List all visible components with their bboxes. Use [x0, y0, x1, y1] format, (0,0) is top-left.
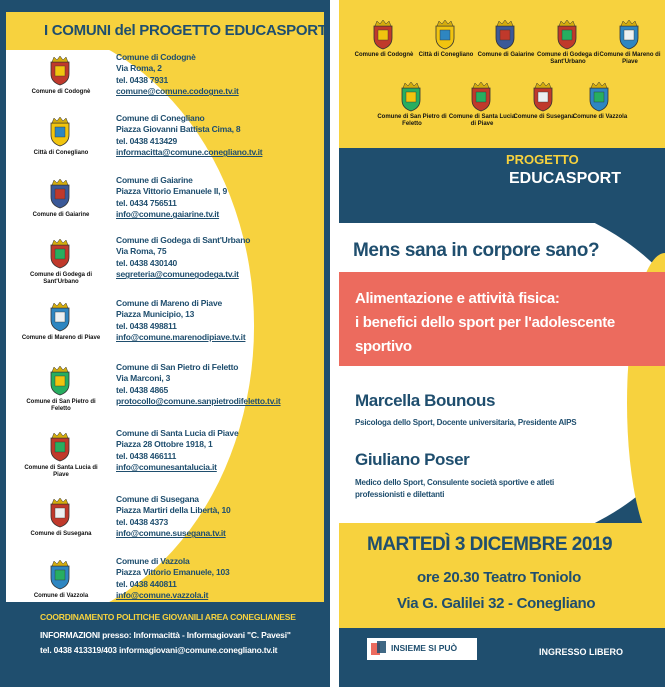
municipal-crest-icon: [48, 498, 72, 528]
header-crest: [447, 82, 517, 137]
crest-caption: Comune di Godega di Sant'Urbano: [536, 52, 599, 65]
municipality-entry: [18, 362, 318, 422]
header-crest: [595, 20, 665, 75]
speaker1-name: Marcella Bounous: [355, 391, 496, 410]
event-date: MARTEDÌ 3 DICEMBRE 2019: [367, 534, 613, 555]
municipal-crest-icon: [469, 82, 493, 112]
subheadline: [355, 287, 615, 359]
contact-line: Comune di Conegliano: [116, 113, 205, 123]
header-crest: [565, 82, 635, 137]
municipal-crest-icon: [493, 20, 517, 50]
speaker2-role-line-1: Medico dello Sport, Consulente società sportive e atleti: [355, 478, 555, 487]
municipal-crest-icon: [555, 20, 579, 50]
contact-line: Piazza Vittorio Emanuele II, 9: [116, 186, 227, 197]
contact-line: Comune di Susegana: [116, 494, 199, 504]
crest-caption: Comune di Vazzola: [33, 593, 89, 599]
municipality-entry: [18, 235, 318, 295]
header-crest: [377, 82, 447, 137]
contact-line: Comune di San Pietro di Feletto: [116, 362, 239, 372]
municipal-crest-icon: [48, 560, 72, 590]
municipality-contact: [116, 175, 316, 221]
contact-line: tel. 0434 756511: [116, 197, 177, 208]
municipality-entry: [18, 113, 318, 173]
crest-caption: Comune di Susegana: [30, 531, 92, 537]
crest-caption: Comune di Godega di Sant'Urbano: [29, 272, 92, 285]
crest-caption: Città di Conegliano: [418, 52, 474, 58]
crest-caption: Comune di San Pietro di Feletto: [377, 114, 447, 127]
municipality-entry: [18, 556, 318, 616]
crest-caption: Comune di Vazzola: [572, 114, 628, 120]
contact-line: tel. 0438 4865: [116, 384, 169, 395]
municipal-crest-icon: [48, 366, 72, 396]
header-crest: [533, 20, 603, 75]
municipality-contact: [116, 298, 316, 344]
logo-text: INSIEME SI PUÒ: [391, 643, 458, 653]
contact-email-link[interactable]: info@comune.susegana.tv.it: [116, 528, 226, 539]
contact-line: tel. 0438 466111: [116, 450, 177, 461]
contact-line: Via Marconi, 3: [116, 373, 171, 384]
crest-caption: Comune di Mareno di Piave: [599, 52, 661, 65]
speaker2-name: Giuliano Poser: [355, 450, 470, 469]
contact-email-link[interactable]: protocollo@comune.sanpietrodifeletto.tv.it: [116, 396, 281, 407]
crest-caption: Comune di Santa Lucia di Piave: [448, 114, 516, 127]
header-crest: [471, 20, 541, 75]
right-flyer-panel: [339, 0, 665, 687]
contact-email-link[interactable]: info@comune.marenodipiave.tv.it: [116, 332, 246, 343]
entry-info: INGRESSO LIBERO: [539, 647, 624, 657]
contact-line: Piazza 28 Ottobre 1918, 1: [116, 439, 213, 450]
municipality-contact: [116, 113, 316, 159]
municipal-crest-icon: [587, 82, 611, 112]
project-name: EDUCASPORT: [509, 170, 622, 187]
contact-line: Piazza Giovanni Battista Cima, 8: [116, 124, 241, 135]
left-flyer-panel: [0, 0, 330, 687]
contact-line: Piazza Martiri della Libertà, 10: [116, 505, 231, 516]
speaker1-role: Psicologa dello Sport, Docente universitaria, Presidente AIPS: [355, 418, 577, 427]
municipality-entry: [18, 175, 318, 235]
contact-line: tel. 0438 413429: [116, 135, 178, 146]
crest-caption: Comune di San Pietro di Feletto: [26, 399, 96, 412]
contact-line: Piazza Municipio, 13: [116, 309, 195, 320]
logo-mark-icon: [370, 640, 388, 658]
contact-email-link[interactable]: info@comunesantalucia.it: [116, 462, 217, 473]
contact-line: Comune di Godega di Sant'Urbano: [116, 235, 251, 245]
municipality-entry: [18, 494, 318, 554]
municipal-crest-icon: [371, 20, 395, 50]
crest-caption: Comune di Codognè: [31, 89, 91, 95]
municipality-contact: [116, 52, 316, 98]
contact-line: tel. 0438 430140: [116, 257, 178, 268]
crest-caption: Comune di Mareno di Piave: [21, 335, 101, 341]
contact-line: tel. 0438 498811: [116, 320, 177, 331]
municipality-contact: [116, 556, 316, 602]
crest-caption: Comune di Gaiarine: [477, 52, 535, 58]
municipal-crest-icon: [48, 179, 72, 209]
contact-line: Comune di Gaiarine: [116, 175, 193, 185]
municipality-entry: [18, 428, 318, 488]
subheadline-line-3: sportivo: [355, 338, 412, 355]
left-title: I COMUNI del PROGETTO EDUCASPORT: [44, 22, 327, 39]
municipal-crest-icon: [48, 432, 72, 462]
contact-line: tel. 0438 4373: [116, 516, 169, 527]
municipality-contact: [116, 494, 316, 540]
footer-info: INFORMAZIONI presso: Informacittà - Informagiovani "C. Pavesi": [40, 630, 291, 640]
crest-caption: Comune di Codognè: [354, 52, 414, 58]
insieme-si-puo-logo: [367, 638, 477, 660]
municipal-crest-icon: [433, 20, 457, 50]
speaker2-role-line-2: professionisti e dilettanti: [355, 490, 445, 499]
contact-line: Piazza Vittorio Emanuele, 103: [116, 567, 230, 578]
subheadline-line-1: Alimentazione e attività fisica:: [355, 290, 560, 307]
contact-email-link[interactable]: comune@comune.codogne.tv.it: [116, 86, 239, 97]
header-crest: [349, 20, 419, 75]
contact-line: tel. 0438 7931: [116, 74, 169, 85]
project-label: PROGETTO: [506, 152, 579, 167]
municipality-entry: [18, 52, 318, 112]
municipal-crest-icon: [48, 117, 72, 147]
municipal-crest-icon: [531, 82, 555, 112]
municipal-crest-icon: [48, 302, 72, 332]
contact-email-link[interactable]: segreteria@comunegodega.tv.it: [116, 269, 239, 280]
municipality-entry: [18, 298, 318, 358]
footer-coordination: COORDINAMENTO POLITICHE GIOVANILI AREA CONEGLIANESE: [40, 612, 296, 622]
municipality-contact: [116, 428, 316, 474]
event-time-venue: ore 20.30 Teatro Toniolo: [417, 569, 581, 586]
event-address: Via G. Galilei 32 - Conegliano: [397, 595, 596, 612]
contact-line: Comune di Vazzola: [116, 556, 190, 566]
footer-contacts: tel. 0438 413319/403 informagiovani@comune.conegliano.tv.it: [40, 645, 278, 655]
contact-email-link[interactable]: informacitta@comune.conegliano.tv.it: [116, 147, 263, 158]
contact-line: Via Roma, 2: [116, 63, 162, 74]
municipality-contact: [116, 235, 316, 281]
contact-email-link[interactable]: info@comune.gaiarine.tv.it: [116, 209, 220, 220]
subheadline-line-2: i benefici dello sport per l'adolescente: [355, 314, 615, 331]
contact-email-link[interactable]: info@comune.vazzola.it: [116, 590, 209, 601]
contact-line: tel. 0438 440811: [116, 578, 177, 589]
contact-line: Comune di Santa Lucia di Piave: [116, 428, 239, 438]
crest-caption: Comune di Santa Lucia di Piave: [24, 465, 98, 478]
municipality-contact: [116, 362, 316, 408]
contact-line: Comune di Codognè: [116, 52, 196, 62]
crest-caption: Città di Conegliano: [33, 150, 89, 156]
headline: Mens sana in corpore sano?: [353, 240, 600, 261]
municipal-crest-icon: [399, 82, 423, 112]
crest-caption: Comune di Susegana: [513, 114, 575, 120]
crest-caption: Comune di Gaiarine: [32, 212, 90, 218]
contact-line: Comune di Mareno di Piave: [116, 298, 222, 308]
contact-line: Via Roma, 75: [116, 246, 167, 257]
speaker2-role: [355, 477, 554, 501]
municipal-crest-icon: [48, 239, 72, 269]
municipal-crest-icon: [48, 56, 72, 86]
municipal-crest-icon: [617, 20, 641, 50]
